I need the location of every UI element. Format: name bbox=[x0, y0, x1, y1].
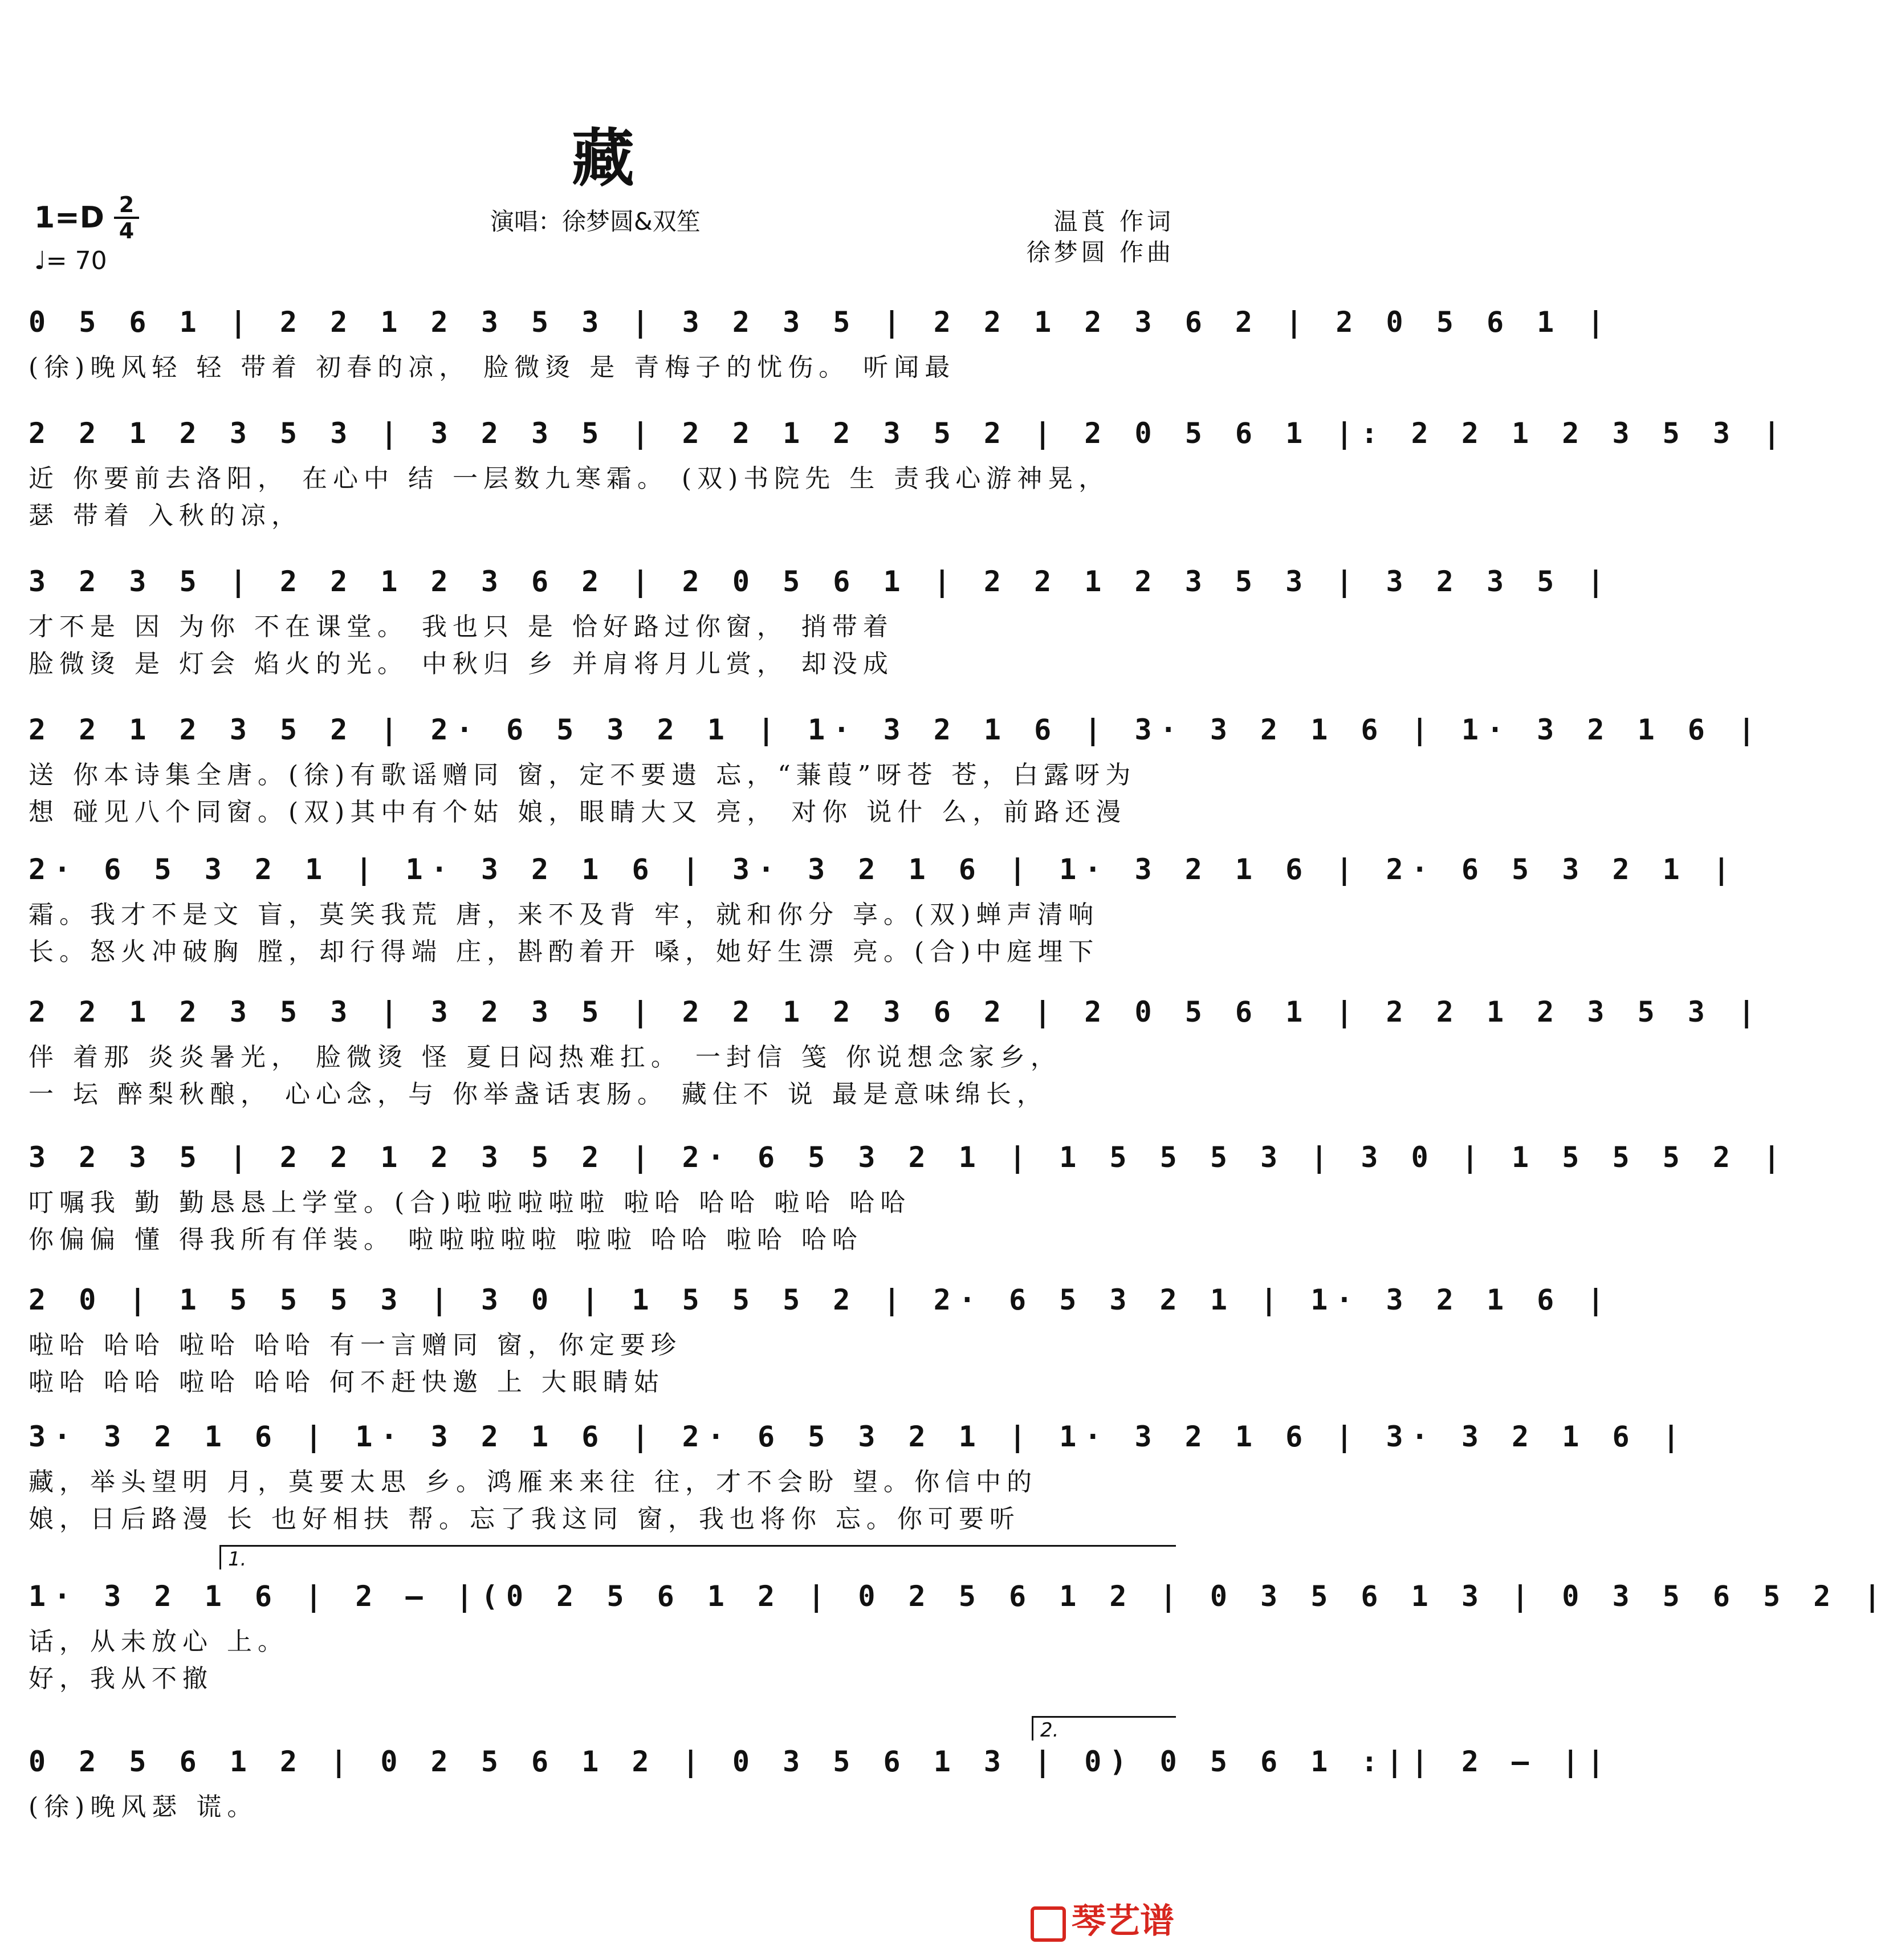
singer-credit: 演唱：徐梦圆&双笙 bbox=[490, 208, 701, 235]
lyric-line-1: 伴 着那 炎炎暑光， 脸微烫 怪 夏日闷热难扛。 一封信 笺 你说想念家乡， bbox=[29, 1043, 1061, 1072]
notation-line: 2 0 | 1 5 5 5 3 | 3 0 | 1 5 5 5 2 | 2· 6 5 3 2 1 | 1· 3 2 1 6 | bbox=[29, 1283, 1613, 1316]
notation-line: 2 2 1 2 3 5 2 | 2· 6 5 3 2 1 | 1· 3 2 1 6 | 3· 3 2 1 6 | 1· 3 2 1 6 | bbox=[29, 713, 1764, 746]
notation-line: 2· 6 5 3 2 1 | 1· 3 2 1 6 | 3· 3 2 1 6 | 1· 3 2 1 6 | 2· 6 5 3 2 1 | bbox=[29, 853, 1738, 886]
key-signature: 1=D bbox=[34, 201, 104, 235]
lyric-line-2: 瑟 带着 入秋的凉， bbox=[29, 501, 302, 530]
lyricist-credit: 温莨 作词 bbox=[1053, 208, 1174, 235]
second-ending-bracket bbox=[1032, 1716, 1176, 1741]
lyric-line-2: 想 碰见八个同窗。(双)其中有个姑 娘，眼睛大又 亮， 对你 说什 么，前路还漫 bbox=[29, 798, 1127, 827]
tempo-mark: ♩= 70 bbox=[34, 246, 107, 275]
second-ending-label: 2. bbox=[1040, 1719, 1059, 1742]
lyric-line-1: 近 你要前去洛阳， 在心中 结 一层数九寒霜。 (双)书院先 生 责我心游神晃， bbox=[29, 464, 1110, 493]
first-ending-label: 1. bbox=[228, 1548, 247, 1571]
lyric-line-2: 娘，日后路漫 长 也好相扶 帮。忘了我这同 窗，我也将你 忘。你可要听 bbox=[29, 1504, 1020, 1534]
first-ending-bracket bbox=[219, 1545, 1176, 1569]
lyric-line-2: 脸微烫 是 灯会 焰火的光。 中秋归 乡 并肩将月儿赏， 却没成 bbox=[29, 649, 894, 678]
notation-line: 1· 3 2 1 6 | 2 – |(0 2 5 6 1 2 | 0 2 5 6 1 2 | 0 3 5 6 1 3 | 0 3 5 6 5 2 | bbox=[29, 1580, 1889, 1613]
lyric-line-2: 啦哈 哈哈 啦哈 哈哈 何不赶快邀 上 大眼睛姑 bbox=[29, 1368, 665, 1397]
lyric-line-2: 一 坛 醉梨秋酿， 心心念，与 你举盏话衷肠。 藏住不 说 最是意味绵长， bbox=[29, 1080, 1048, 1109]
meter-bottom: 4 bbox=[119, 218, 135, 243]
lyric-line-2: 长。怒火冲破胸 膛，却行得端 庄，斟酌着开 嗓，她好生漂 亮。(合)中庭埋下 bbox=[29, 937, 1100, 966]
lyric-line-1: (徐)晚风轻 轻 带着 初春的凉， 脸微烫 是 青梅子的忧伤。 听闻最 bbox=[29, 353, 956, 382]
lyric-line-1: 叮嘱我 勤 勤恳恳上学堂。(合)啦啦啦啦啦 啦哈 哈哈 啦哈 哈哈 bbox=[29, 1188, 911, 1217]
lyric-line-1: (徐)晚风瑟 谎。 bbox=[29, 1792, 258, 1821]
watermark-logo bbox=[1031, 1894, 1174, 1943]
watermark-text: 琴艺谱 bbox=[1072, 1901, 1174, 1941]
lyric-line-2: 你偏偏 懂 得我所有佯装。 啦啦啦啦啦 啦啦 哈哈 啦哈 哈哈 bbox=[29, 1225, 863, 1254]
lyric-line-1: 啦哈 哈哈 啦哈 哈哈 有一言赠同 窗，你定要珍 bbox=[29, 1331, 682, 1360]
lyric-line-1: 话，从未放心 上。 bbox=[29, 1627, 288, 1656]
lyric-line-1: 送 你本诗集全唐。(徐)有歌谣赠同 窗，定不要遗 忘，“蒹葭”呀苍 苍，白露呀为 bbox=[29, 761, 1137, 790]
notation-line: 2 2 1 2 3 5 3 | 3 2 3 5 | 2 2 1 2 3 5 2 | 2 0 5 6 1 |: 2 2 1 2 3 5 3 | bbox=[29, 417, 1789, 450]
notation-line: 2 2 1 2 3 5 3 | 3 2 3 5 | 2 2 1 2 3 6 2 | 2 0 5 6 1 | 2 2 1 2 3 5 3 | bbox=[29, 995, 1764, 1028]
notation-line: 3 2 3 5 | 2 2 1 2 3 6 2 | 2 0 5 6 1 | 2 2 1 2 3 5 3 | 3 2 3 5 | bbox=[29, 565, 1613, 598]
lyric-line-2: 好，我从不撤 bbox=[29, 1664, 213, 1693]
logo-mark-icon bbox=[1031, 1906, 1066, 1942]
meter-top: 2 bbox=[119, 192, 135, 217]
lyric-line-1: 霜。我才不是文 盲，莫笑我荒 唐，来不及背 牢，就和你分 享。(双)蝉声清响 bbox=[29, 900, 1100, 929]
lyric-line-1: 藏，举头望明 月，莫要太思 乡。鸿雁来来往 往，才不会盼 望。你信中的 bbox=[29, 1467, 1037, 1497]
lyric-line-1: 才不是 因 为你 不在课堂。 我也只 是 恰好路过你窗， 捎带着 bbox=[29, 612, 894, 641]
song-title: 藏 bbox=[572, 121, 637, 195]
notation-line: 0 5 6 1 | 2 2 1 2 3 5 3 | 3 2 3 5 | 2 2 1 2 3 6 2 | 2 0 5 6 1 | bbox=[29, 306, 1613, 339]
notation-line: 0 2 5 6 1 2 | 0 2 5 6 1 2 | 0 3 5 6 1 3 | 0) 0 5 6 1 :|| 2 – || bbox=[29, 1745, 1613, 1778]
composer-credit: 徐梦圆 作曲 bbox=[1026, 238, 1174, 266]
notation-line: 3 2 3 5 | 2 2 1 2 3 5 2 | 2· 6 5 3 2 1 | 1 5 5 5 3 | 3 0 | 1 5 5 5 2 | bbox=[29, 1141, 1789, 1174]
time-signature bbox=[114, 194, 139, 242]
notation-line: 3· 3 2 1 6 | 1· 3 2 1 6 | 2· 6 5 3 2 1 | 1· 3 2 1 6 | 3· 3 2 1 6 | bbox=[29, 1420, 1688, 1453]
